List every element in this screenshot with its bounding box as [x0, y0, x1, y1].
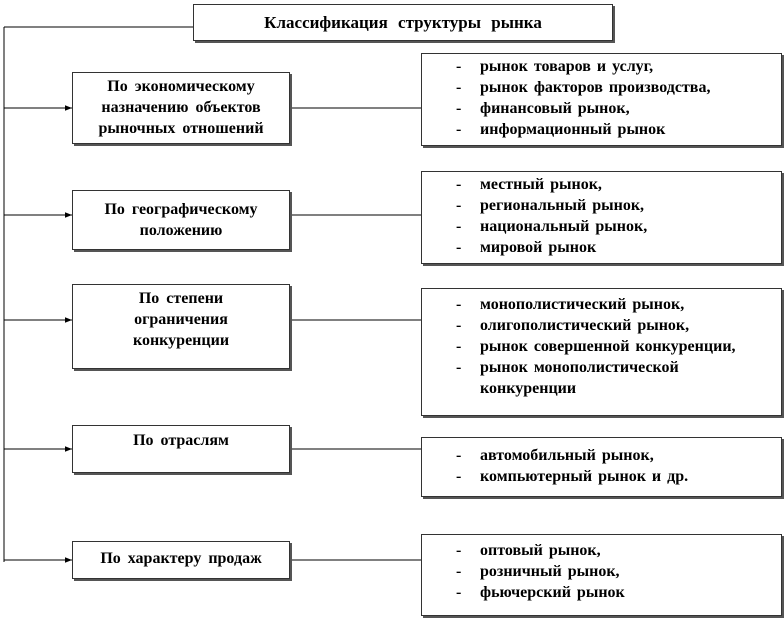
category-box-sales-type — [72, 541, 290, 579]
list-item: - фьючерский рынок — [422, 582, 781, 603]
list-item: - финансовый рынок, — [422, 98, 781, 119]
list-item: - олигополистический рынок, — [422, 315, 781, 336]
category-label-line: По географическому — [104, 201, 258, 218]
list-item: - монополистический рынок, — [422, 294, 781, 315]
category-label-line: По степени — [138, 290, 224, 307]
category-label-line: рыночных отношений — [98, 120, 264, 137]
category-box-economic-purpose — [72, 72, 290, 144]
category-label-line: конкуренции — [132, 332, 230, 349]
category-label-line: По экономическому — [107, 78, 255, 95]
category-box-geographic — [72, 190, 290, 250]
diagram-title: Классификация структуры рынка — [264, 12, 542, 32]
list-item: - рынок товаров и услуг, — [422, 56, 781, 77]
list-item: - рынок факторов производства, — [422, 77, 781, 98]
list-box-geographic — [421, 171, 782, 264]
list-item: - местный рынок, — [422, 174, 781, 195]
list-box-industries — [421, 437, 782, 497]
list-item: - информационный рынок — [422, 119, 781, 140]
list-item: - рынок совершенной конкуренции, — [422, 336, 781, 357]
list-item: - автомобильный рынок, — [422, 445, 781, 466]
list-item-line: - рынок монополистической — [480, 359, 679, 376]
category-label-line: ограничения — [134, 311, 228, 328]
list-box-competition — [421, 288, 782, 416]
diagram-title-box — [193, 4, 613, 41]
list-box-economic-purpose — [421, 53, 782, 146]
list-item: - оптовый рынок, — [422, 540, 781, 561]
list-item: - компьютерный рынок и др. — [422, 466, 781, 487]
list-item-line: конкуренции — [480, 380, 577, 397]
category-label-line: назначению объектов — [101, 99, 261, 116]
list-box-sales-type — [421, 534, 782, 616]
list-item: - мировой рынок — [422, 237, 781, 258]
list-item — [422, 357, 781, 399]
list-item: - региональный рынок, — [422, 195, 781, 216]
list-item: - розничный рынок, — [422, 561, 781, 582]
category-label-line: положению — [139, 222, 223, 239]
list-item: - национальный рынок, — [422, 216, 781, 237]
category-box-industries — [72, 425, 290, 473]
category-label-line: По характеру продаж — [100, 550, 262, 567]
category-label-line: По отраслям — [133, 432, 229, 449]
category-box-competition — [72, 284, 290, 369]
